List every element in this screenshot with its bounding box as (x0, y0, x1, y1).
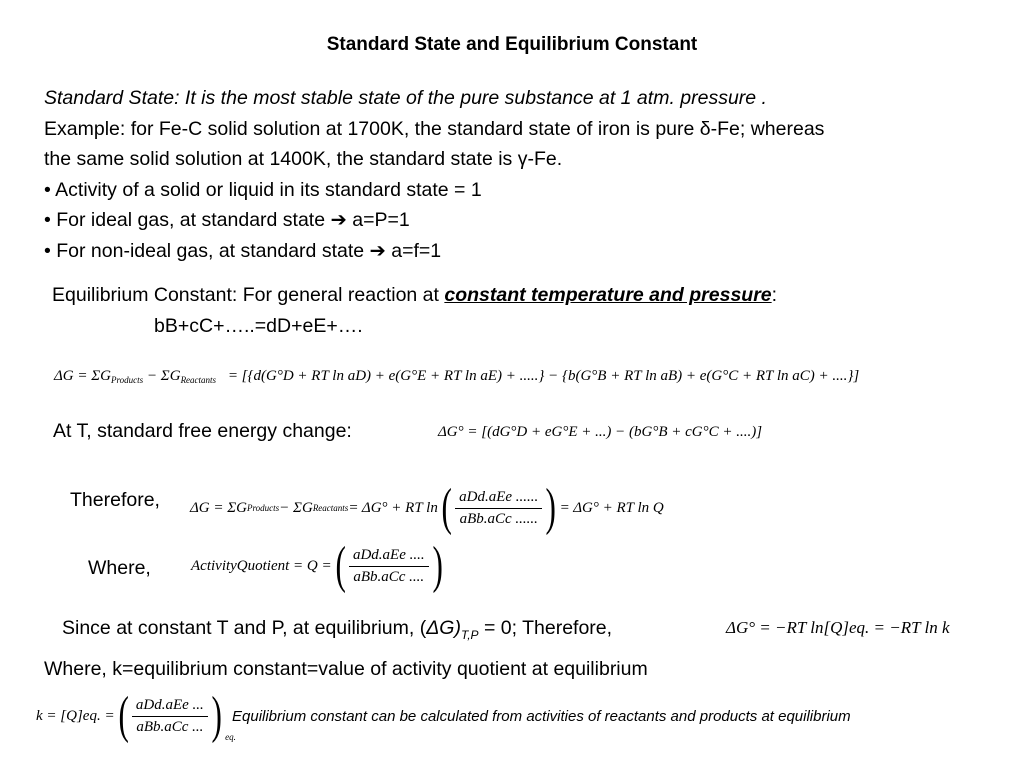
activity-quotient-numerator: aDd.aEe .... (349, 547, 429, 567)
equilibrium-note: Equilibrium constant can be calculated from activities of reactants and products at equilibrium (232, 708, 851, 725)
at-t-label: At T, standard free energy change: (53, 420, 352, 442)
therefore-products-sub: Products (247, 503, 280, 513)
therefore-reactants-sub: Reactants (312, 503, 349, 513)
k-lhs: k = [Q]eq. = (36, 707, 115, 724)
bullet-non-ideal-gas: • For non-ideal gas, at standard state ➔ a=f=1 (44, 239, 442, 262)
left-paren: ( (335, 537, 346, 594)
therefore-rhs: = ΔG° + RT ln Q (559, 499, 664, 516)
therefore-equation (190, 479, 664, 536)
since-sub: T,P (460, 627, 479, 642)
example-line-2: the same solid solution at 1400K, the standard state is γ-Fe. (44, 148, 563, 170)
eq1-rhs: = [{d(G°D + RT ln aD) + e(G°E + RT ln aE) + .....} − {b(G°B + RT ln aB) + e(G°C + RT ln aC) + ....}] (227, 368, 860, 384)
therefore-label: Therefore, (70, 489, 160, 511)
therefore-minus: − ΣG (279, 499, 313, 516)
k-definition: Where, k=equilibrium constant=value of activity quotient at equilibrium (44, 658, 648, 680)
k-numerator: aDd.aEe ... (132, 697, 208, 717)
eq1-products-sub: Products (111, 375, 144, 385)
therefore-denominator: aBb.aCc ...... (459, 510, 538, 527)
since-text-1: Since at constant T and P, at equilibrium, ( (62, 617, 427, 639)
equilibrium-emphasis: constant temperature and pressure (444, 284, 772, 306)
since-text-2: = 0; Therefore, (478, 617, 613, 639)
k-eq-sub: eq. (225, 732, 236, 742)
right-paren: ) (545, 479, 557, 536)
standard-free-energy-equation: ΔG° = [(dG°D + eG°E + ...) − (bG°B + cG°C + ....)] (438, 424, 763, 440)
equilibrium-constant-heading (52, 280, 777, 311)
bullet-solid-liquid: • Activity of a solid or liquid in its standard state = 1 (44, 178, 482, 201)
general-reaction: bB+cC+…..=dD+eE+…. (154, 315, 363, 337)
standard-state-definition: Standard State: It is the most stable state of the pure substance at 1 atm. pressure . (44, 87, 767, 109)
intro-block (44, 83, 824, 266)
equilibrium-colon: : (771, 284, 778, 306)
k-fraction (132, 697, 208, 736)
eq1-lhs: ΔG = ΣG (54, 368, 112, 384)
since-delta-g: ΔG) (426, 617, 461, 639)
equilibrium-relation: ΔG° = −RT ln[Q]eq. = −RT ln k (726, 618, 950, 637)
left-paren: ( (441, 479, 452, 536)
right-paren: ) (432, 537, 443, 594)
activity-quotient-fraction (349, 547, 429, 586)
therefore-numerator: aDd.aEe ...... (455, 489, 542, 509)
activity-quotient-equation (191, 537, 446, 594)
k-equation (36, 687, 236, 744)
bullet-ideal-gas: • For ideal gas, at standard state ➔ a=P=1 (44, 209, 410, 231)
therefore-lhs: ΔG = ΣG (190, 499, 248, 516)
equilibrium-lead: Equilibrium Constant: For general reaction at (52, 284, 445, 306)
right-paren: ) (211, 687, 222, 744)
since-line (62, 613, 612, 650)
page-title: Standard State and Equilibrium Constant (326, 34, 698, 55)
delta-g-equation (54, 368, 859, 385)
therefore-fraction (455, 489, 542, 528)
activity-quotient-lhs: ActivityQuotient = Q = (191, 557, 332, 574)
example-line-1: Example: for Fe-C solid solution at 1700K, the standard state of iron is pure δ-Fe; whereas (44, 117, 825, 140)
eq1-reactants-sub: Reactants (180, 375, 217, 385)
therefore-mid: = ΔG° + RT ln (348, 499, 438, 516)
left-paren: ( (118, 687, 129, 744)
eq1-minus: − ΣG (143, 368, 181, 384)
activity-quotient-denominator: aBb.aCc .... (353, 568, 425, 585)
where-label: Where, (88, 557, 151, 579)
k-denominator: aBb.aCc ... (136, 718, 204, 735)
